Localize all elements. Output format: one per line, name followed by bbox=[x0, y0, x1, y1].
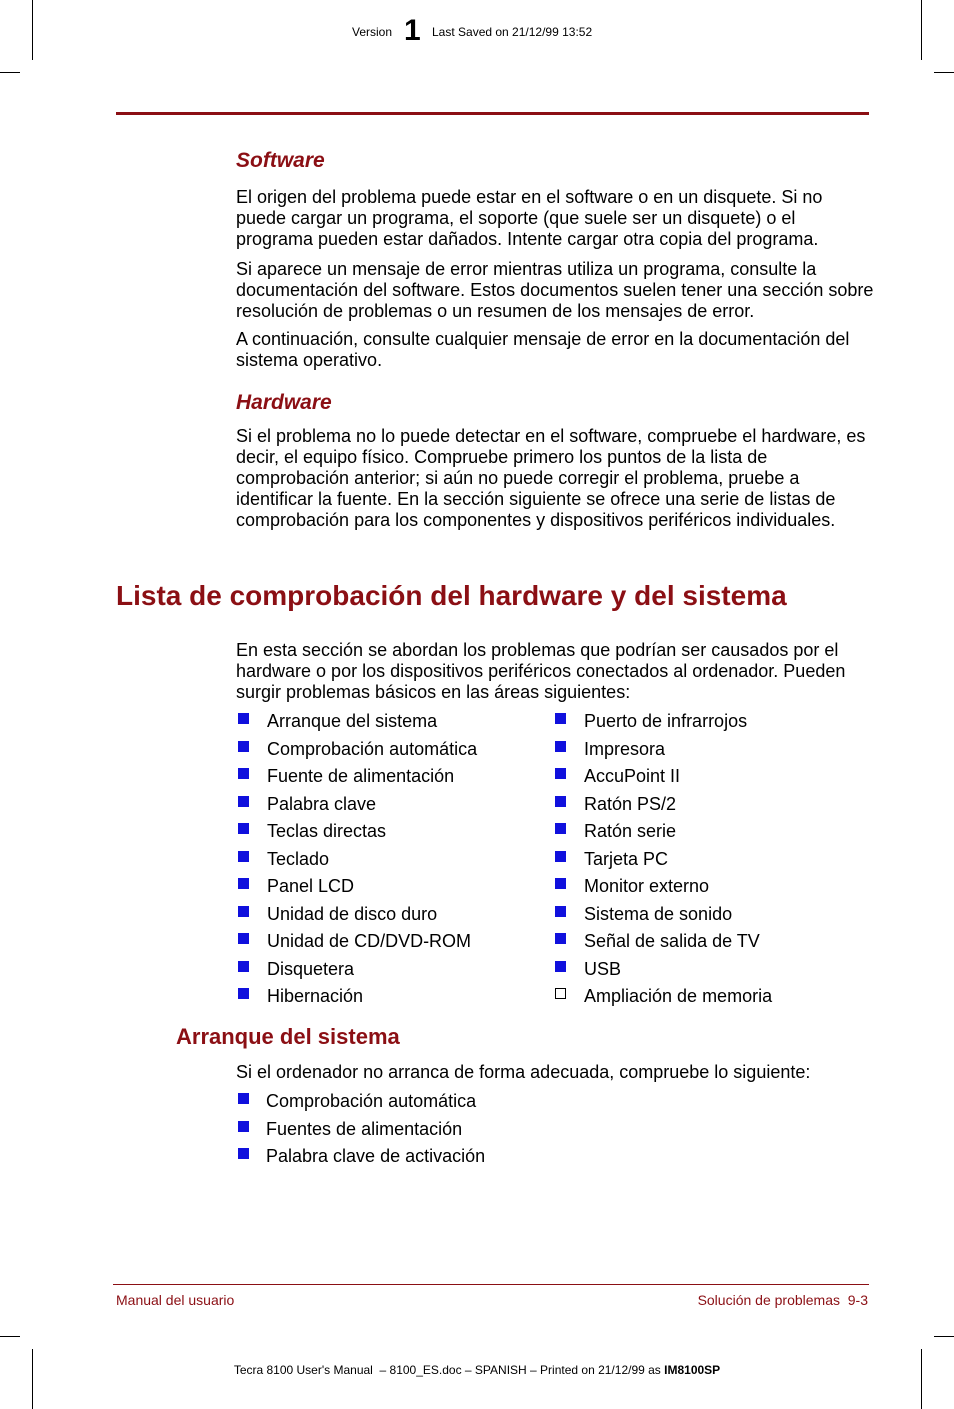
print-line-code: IM8100SP bbox=[664, 1363, 721, 1377]
crop-mark bbox=[32, 0, 33, 60]
list-item: Teclas directas bbox=[236, 820, 477, 848]
list-item: Unidad de disco duro bbox=[236, 903, 477, 931]
bullet-icon bbox=[238, 713, 249, 724]
bullet-icon bbox=[238, 796, 249, 807]
list-item: Ampliación de memoria bbox=[553, 985, 772, 1013]
bullet-icon bbox=[238, 823, 249, 834]
bullet-icon bbox=[238, 851, 249, 862]
crop-mark bbox=[934, 72, 954, 73]
list-item: Palabra clave bbox=[236, 793, 477, 821]
list-item: Señal de salida de TV bbox=[553, 930, 772, 958]
list-item: Ratón PS/2 bbox=[553, 793, 772, 821]
list-item: Ratón serie bbox=[553, 820, 772, 848]
list-item: Comprobación automática bbox=[236, 738, 477, 766]
list-item: Panel LCD bbox=[236, 875, 477, 903]
crop-mark bbox=[0, 1336, 20, 1337]
print-line-text: Tecra 8100 User's Manual – 8100_ES.doc – SPANISH – Printed on 21/12/99 as bbox=[233, 1363, 665, 1377]
footer-left: Manual del usuario bbox=[116, 1292, 235, 1308]
bullet-icon bbox=[555, 961, 566, 972]
bullet-icon bbox=[238, 906, 249, 917]
checklist-intro: En esta sección se abordan los problemas que podrían ser causados por el hardware o por los dispositivos periféricos conectados al ordenador. Pueden surgir problemas básicos en las áreas siguientes: bbox=[236, 640, 846, 702]
bullet-icon bbox=[238, 1121, 249, 1132]
header-rule bbox=[116, 112, 869, 115]
footer-rule bbox=[113, 1284, 869, 1285]
startup-list bbox=[236, 1090, 485, 1173]
footer-right: Solución de problemas 9-3 bbox=[697, 1292, 868, 1308]
list-item: Impresora bbox=[553, 738, 772, 766]
list-item: Unidad de CD/DVD-ROM bbox=[236, 930, 477, 958]
list-item: Monitor externo bbox=[553, 875, 772, 903]
startup-heading: Arranque del sistema bbox=[176, 1024, 400, 1049]
bullet-icon bbox=[238, 1093, 249, 1104]
startup-intro: Si el ordenador no arranca de forma adecuada, compruebe lo siguiente: bbox=[236, 1062, 811, 1082]
software-paragraph-2: Si aparece un mensaje de error mientras utiliza un programa, consulte la documentación del software. Estos documentos suelen tener una sección sobre resolución de problemas o un resumen de los mensajes de error. bbox=[236, 259, 874, 321]
software-paragraph-3: A continuación, consulte cualquier mensaje de error en la documentación del sistema operativo. bbox=[236, 329, 850, 370]
bullet-icon bbox=[238, 961, 249, 972]
crop-mark bbox=[32, 1349, 33, 1409]
bullet-icon bbox=[238, 768, 249, 779]
bullet-icon bbox=[238, 1148, 249, 1159]
list-item: Disquetera bbox=[236, 958, 477, 986]
list-item: Puerto de infrarrojos bbox=[553, 710, 772, 738]
hardware-paragraph: Si el problema no lo puede detectar en el software, compruebe el hardware, es decir, el equipo físico. Compruebe primero los puntos de la lista de comprobación anterior; si aún no puede corregir el problema, pruebe a identificar la fuente. En la sección siguiente se ofrece una serie de listas de comprobación para los componentes y dispositivos periféricos individuales. bbox=[236, 426, 866, 530]
list-item: Hibernación bbox=[236, 985, 477, 1013]
bullet-icon bbox=[238, 741, 249, 752]
crop-mark bbox=[921, 0, 922, 60]
bullet-icon bbox=[555, 906, 566, 917]
list-item: Tarjeta PC bbox=[553, 848, 772, 876]
list-item: Fuente de alimentación bbox=[236, 765, 477, 793]
list-item: USB bbox=[553, 958, 772, 986]
list-item: Comprobación automática bbox=[236, 1090, 485, 1118]
bullet-icon bbox=[555, 878, 566, 889]
bullet-icon bbox=[555, 796, 566, 807]
checkbox-bullet-icon bbox=[555, 988, 566, 999]
checklist-right-list bbox=[553, 710, 772, 1013]
bullet-icon bbox=[555, 851, 566, 862]
list-item: AccuPoint II bbox=[553, 765, 772, 793]
software-heading: Software bbox=[236, 149, 325, 172]
bullet-icon bbox=[555, 823, 566, 834]
software-paragraph-1: El origen del problema puede estar en el software o en un disquete. Si no puede cargar un programa, el soporte (que suele ser un disquete) o el programa pueden estar dañados. Intente cargar otra copia del programa. bbox=[236, 187, 823, 249]
list-item: Sistema de sonido bbox=[553, 903, 772, 931]
bullet-icon bbox=[238, 988, 249, 999]
bullet-icon bbox=[555, 713, 566, 724]
print-line bbox=[0, 1363, 954, 1377]
bullet-icon bbox=[238, 933, 249, 944]
version-number: 1 bbox=[404, 14, 421, 47]
checklist-left-list bbox=[236, 710, 477, 1013]
hardware-heading: Hardware bbox=[236, 391, 332, 414]
bullet-icon bbox=[555, 768, 566, 779]
crop-mark bbox=[934, 1336, 954, 1337]
crop-mark bbox=[0, 72, 20, 73]
last-saved: Last Saved on 21/12/99 13:52 bbox=[432, 25, 593, 39]
checklist-heading: Lista de comprobación del hardware y del sistema bbox=[116, 580, 787, 611]
list-item: Fuentes de alimentación bbox=[236, 1118, 485, 1146]
list-item: Arranque del sistema bbox=[236, 710, 477, 738]
bullet-icon bbox=[555, 933, 566, 944]
list-item: Palabra clave de activación bbox=[236, 1145, 485, 1173]
crop-mark bbox=[921, 1349, 922, 1409]
list-item: Teclado bbox=[236, 848, 477, 876]
bullet-icon bbox=[238, 878, 249, 889]
version-label: Version bbox=[352, 25, 393, 39]
bullet-icon bbox=[555, 741, 566, 752]
